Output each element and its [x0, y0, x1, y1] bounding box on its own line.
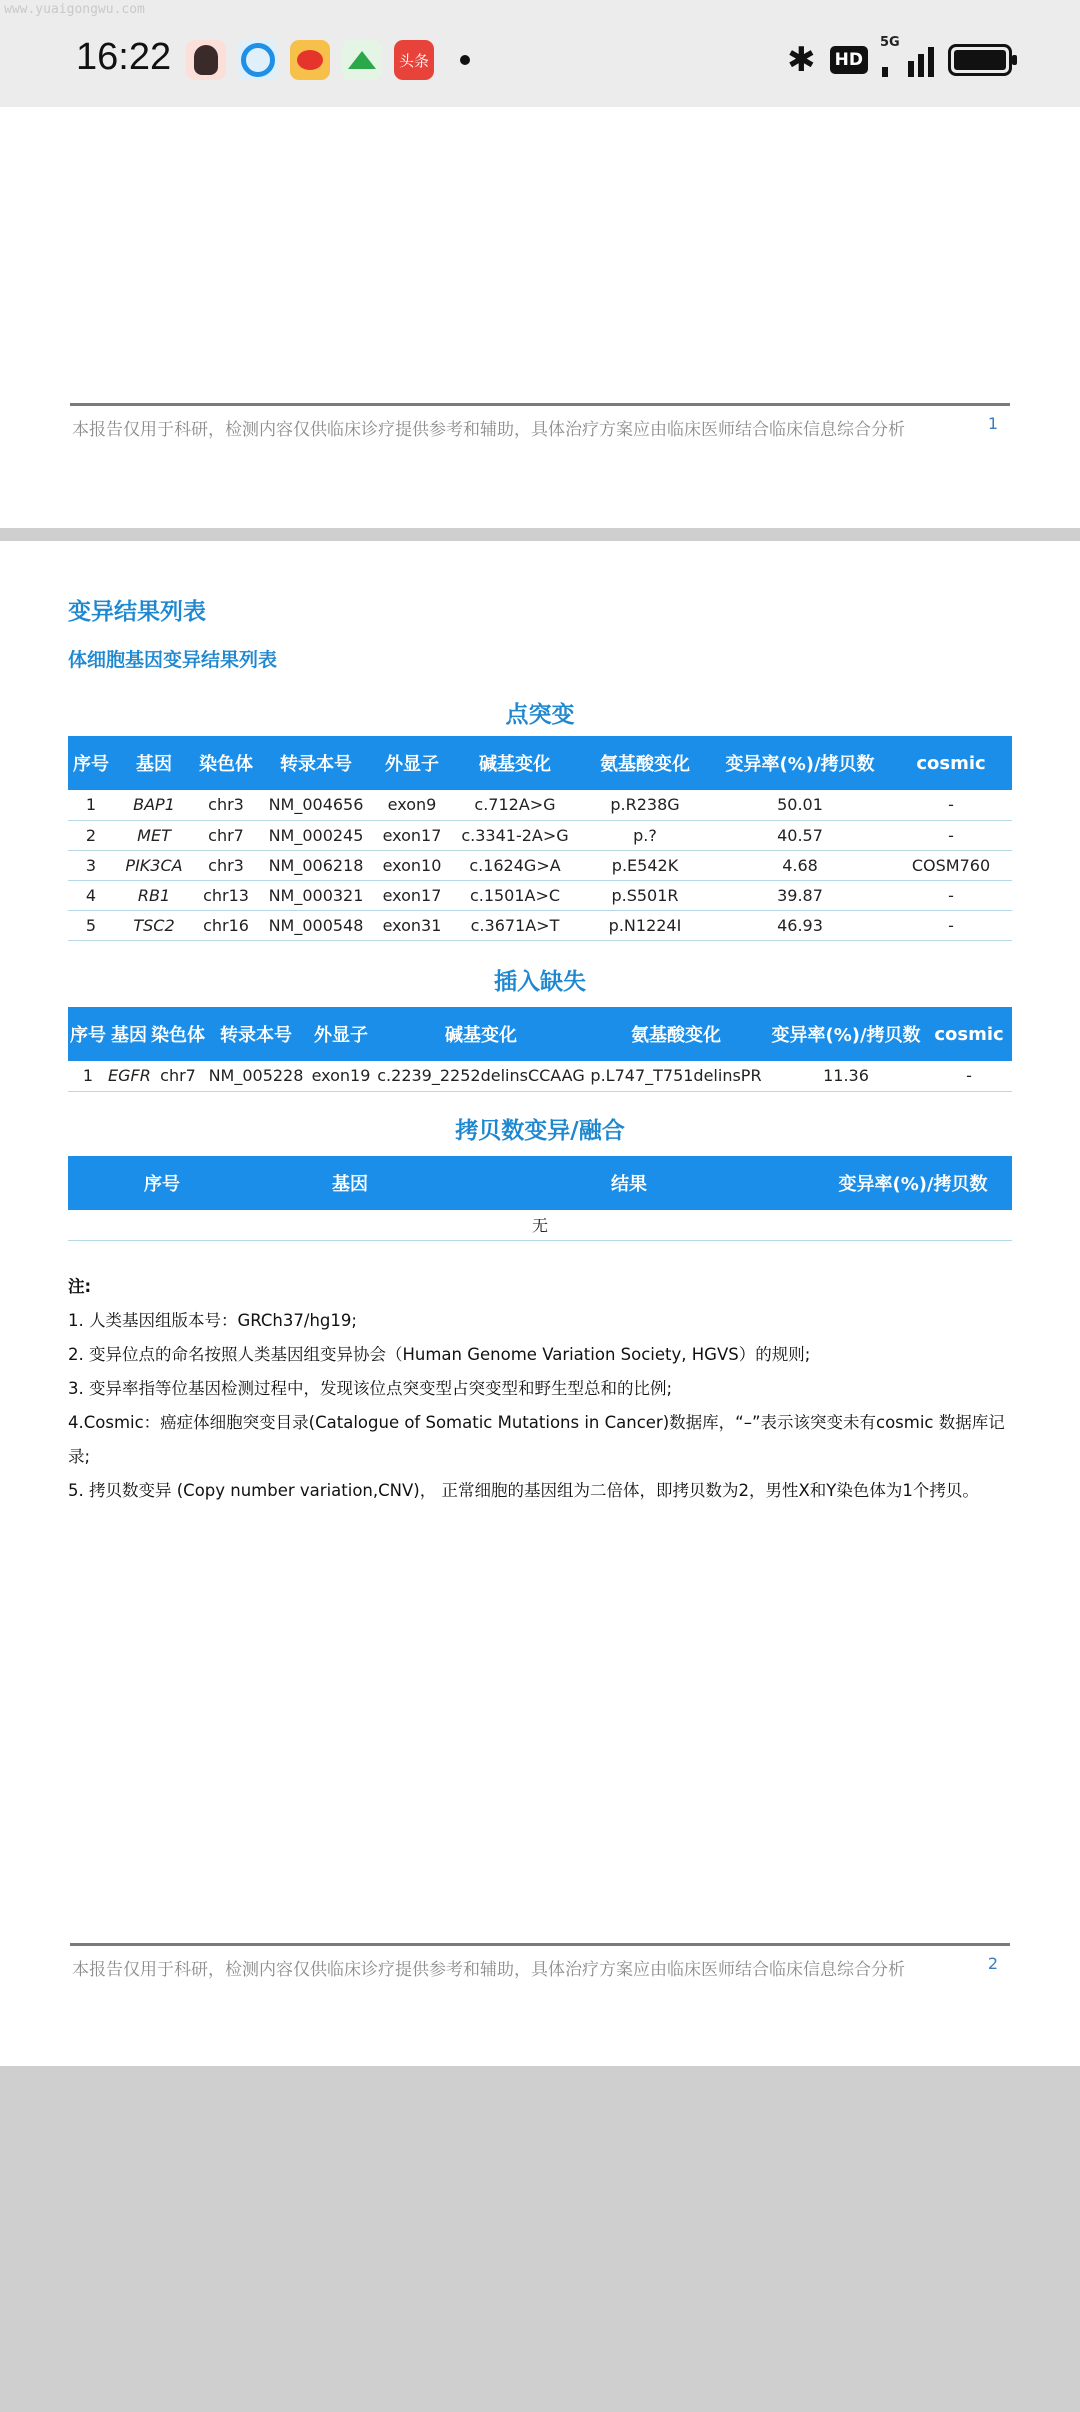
table-cell: - — [926, 1061, 1012, 1091]
cnv-title: 拷贝数变异/融合 — [455, 1118, 625, 1144]
table-row — [68, 820, 1012, 850]
table-cell: PIK3CA — [114, 850, 194, 880]
table-cell: exon17 — [374, 820, 450, 850]
column-header: 转录本号 — [206, 1007, 306, 1061]
table-cell: NM_000245 — [258, 820, 374, 850]
column-header: 序号 — [68, 1156, 256, 1210]
page-footer-text: 本报告仅用于科研，检测内容仅供临床诊疗提供参考和辅助，具体治疗方案应由临床医师结合临床信息综合分析 — [72, 1960, 905, 1980]
column-header: 序号 — [68, 1007, 108, 1061]
table-cell: - — [890, 910, 1012, 940]
table-cell: 4 — [68, 880, 114, 910]
table-cell: MET — [114, 820, 194, 850]
table-cell: 40.57 — [710, 820, 890, 850]
table-cell: chr3 — [194, 790, 258, 820]
table-cell: - — [890, 820, 1012, 850]
note-item: 1. 人类基因组版本号：GRCh37/hg19; — [68, 1311, 357, 1330]
table-cell: exon17 — [374, 880, 450, 910]
table-cell: NM_000321 — [258, 880, 374, 910]
column-header: 染色体 — [150, 1007, 206, 1061]
section-subtitle: 体细胞基因变异结果列表 — [68, 649, 278, 671]
table-cell: chr3 — [194, 850, 258, 880]
table-cell: 46.93 — [710, 910, 890, 940]
note-item: 4.Cosmic：癌症体细胞突变目录(Catalogue of Somatic Mutations in Cancer)数据库，“–”表示该突变未有cosmic 数据库记录; — [68, 1413, 1005, 1466]
table-cell: p.R238G — [580, 790, 710, 820]
page-number: 1 — [987, 414, 998, 433]
note-item: 5. 拷贝数变异 (Copy number variation,CNV)， 正常细胞的基因组为二倍体，即拷贝数为2，男性X和Y染色体为1个拷贝。 — [68, 1481, 979, 1500]
table-cell: 11.36 — [766, 1061, 926, 1091]
more-notifications-dot-icon — [460, 55, 470, 65]
house-app-icon — [342, 40, 382, 80]
note-item: 2. 变异位点的命名按照人类基因组变异协会（Human Genome Variation Society, HGVS）的规则; — [68, 1345, 811, 1364]
status-bar — [0, 0, 1080, 107]
note-item: 3. 变异率指等位基因检测过程中，发现该位点突变型占突变型和野生型总和的比例; — [68, 1379, 673, 1398]
column-header: cosmic — [926, 1007, 1012, 1061]
status-time: 16:22 — [76, 36, 172, 78]
column-header: 变异率(%)/拷贝数 — [766, 1007, 926, 1061]
table-cell: p.? — [580, 820, 710, 850]
table-cell: c.1501A>C — [450, 880, 580, 910]
table-row — [68, 1061, 1012, 1091]
table-cell: 4.68 — [710, 850, 890, 880]
point-mutation-table — [68, 736, 1012, 941]
signal-icon — [880, 35, 934, 77]
table-cell: exon19 — [306, 1061, 376, 1091]
table-cell: c.3671A>T — [450, 910, 580, 940]
document-page-1 — [0, 107, 1080, 528]
table-cell: c.1624G>A — [450, 850, 580, 880]
table-cell: exon10 — [374, 850, 450, 880]
column-header: 氨基酸变化 — [580, 736, 710, 790]
table-cell: p.N1224I — [580, 910, 710, 940]
table-cell: NM_006218 — [258, 850, 374, 880]
table-cell: COSM760 — [890, 850, 1012, 880]
column-header: 碱基变化 — [376, 1007, 586, 1061]
table-cell: 2 — [68, 820, 114, 850]
table-cell: NM_000548 — [258, 910, 374, 940]
battery-icon — [948, 44, 1012, 76]
column-header: 变异率(%)/拷贝数 — [814, 1156, 1012, 1210]
table-row — [68, 790, 1012, 820]
point-mutation-title: 点突变 — [505, 702, 575, 728]
column-header: 序号 — [68, 736, 114, 790]
table-cell: 50.01 — [710, 790, 890, 820]
column-header: 外显子 — [374, 736, 450, 790]
empty-result-cell: 无 — [68, 1210, 1012, 1240]
table-cell: - — [890, 880, 1012, 910]
notes-section — [68, 1270, 1008, 1508]
table-cell: 1 — [68, 790, 114, 820]
table-cell: chr16 — [194, 910, 258, 940]
network-type-label: 5G — [880, 35, 900, 50]
column-header: 基因 — [114, 736, 194, 790]
notes-heading: 注: — [68, 1277, 92, 1296]
section-title: 变异结果列表 — [68, 599, 206, 625]
hd-badge: HD — [830, 46, 868, 74]
column-header: 染色体 — [194, 736, 258, 790]
column-header: 转录本号 — [258, 736, 374, 790]
avatar-app-icon — [186, 40, 226, 80]
system-icons — [787, 35, 1012, 80]
table-cell: p.L747_T751delinsPR — [586, 1061, 766, 1091]
footer-divider — [70, 403, 1010, 406]
table-cell: p.S501R — [580, 880, 710, 910]
table-cell: EGFR — [108, 1061, 150, 1091]
table-cell: c.712A>G — [450, 790, 580, 820]
table-cell: c.3341-2A>G — [450, 820, 580, 850]
column-header: 外显子 — [306, 1007, 376, 1061]
watermark: www.yuaigongwu.com — [4, 2, 145, 17]
footer-divider — [70, 1943, 1010, 1946]
table-cell: 3 — [68, 850, 114, 880]
column-header: 氨基酸变化 — [586, 1007, 766, 1061]
toutiao-app-icon: 头条 — [394, 40, 434, 80]
circle-app-icon — [238, 40, 278, 80]
page-number: 2 — [987, 1954, 998, 1973]
table-cell: chr7 — [150, 1061, 206, 1091]
table-row — [68, 850, 1012, 880]
table-cell: NM_004656 — [258, 790, 374, 820]
document-page-2 — [0, 541, 1080, 2066]
table-cell: p.E542K — [580, 850, 710, 880]
cnv-table — [68, 1156, 1012, 1241]
column-header: 碱基变化 — [450, 736, 580, 790]
table-cell: 1 — [68, 1061, 108, 1091]
indel-title: 插入缺失 — [494, 969, 586, 995]
table-cell: chr13 — [194, 880, 258, 910]
indel-table — [68, 1007, 1012, 1092]
page-footer-text: 本报告仅用于科研，检测内容仅供临床诊疗提供参考和辅助，具体治疗方案应由临床医师结合临床信息综合分析 — [72, 420, 905, 440]
column-header: 基因 — [108, 1007, 150, 1061]
table-cell: NM_005228 — [206, 1061, 306, 1091]
table-cell: RB1 — [114, 880, 194, 910]
bluetooth-icon: ✱ — [787, 40, 816, 80]
notification-icons — [186, 40, 470, 80]
column-header: 结果 — [444, 1156, 814, 1210]
column-header: 基因 — [256, 1156, 444, 1210]
weibo-app-icon — [290, 40, 330, 80]
table-cell: - — [890, 790, 1012, 820]
table-cell: 39.87 — [710, 880, 890, 910]
table-cell: exon9 — [374, 790, 450, 820]
table-row — [68, 880, 1012, 910]
table-cell: chr7 — [194, 820, 258, 850]
column-header: 变异率(%)/拷贝数 — [710, 736, 890, 790]
table-cell: TSC2 — [114, 910, 194, 940]
table-cell: BAP1 — [114, 790, 194, 820]
table-row — [68, 1210, 1012, 1240]
table-cell: exon31 — [374, 910, 450, 940]
table-row — [68, 910, 1012, 940]
table-cell: 5 — [68, 910, 114, 940]
column-header: cosmic — [890, 736, 1012, 790]
table-cell: c.2239_2252delinsCCAAG — [376, 1061, 586, 1091]
